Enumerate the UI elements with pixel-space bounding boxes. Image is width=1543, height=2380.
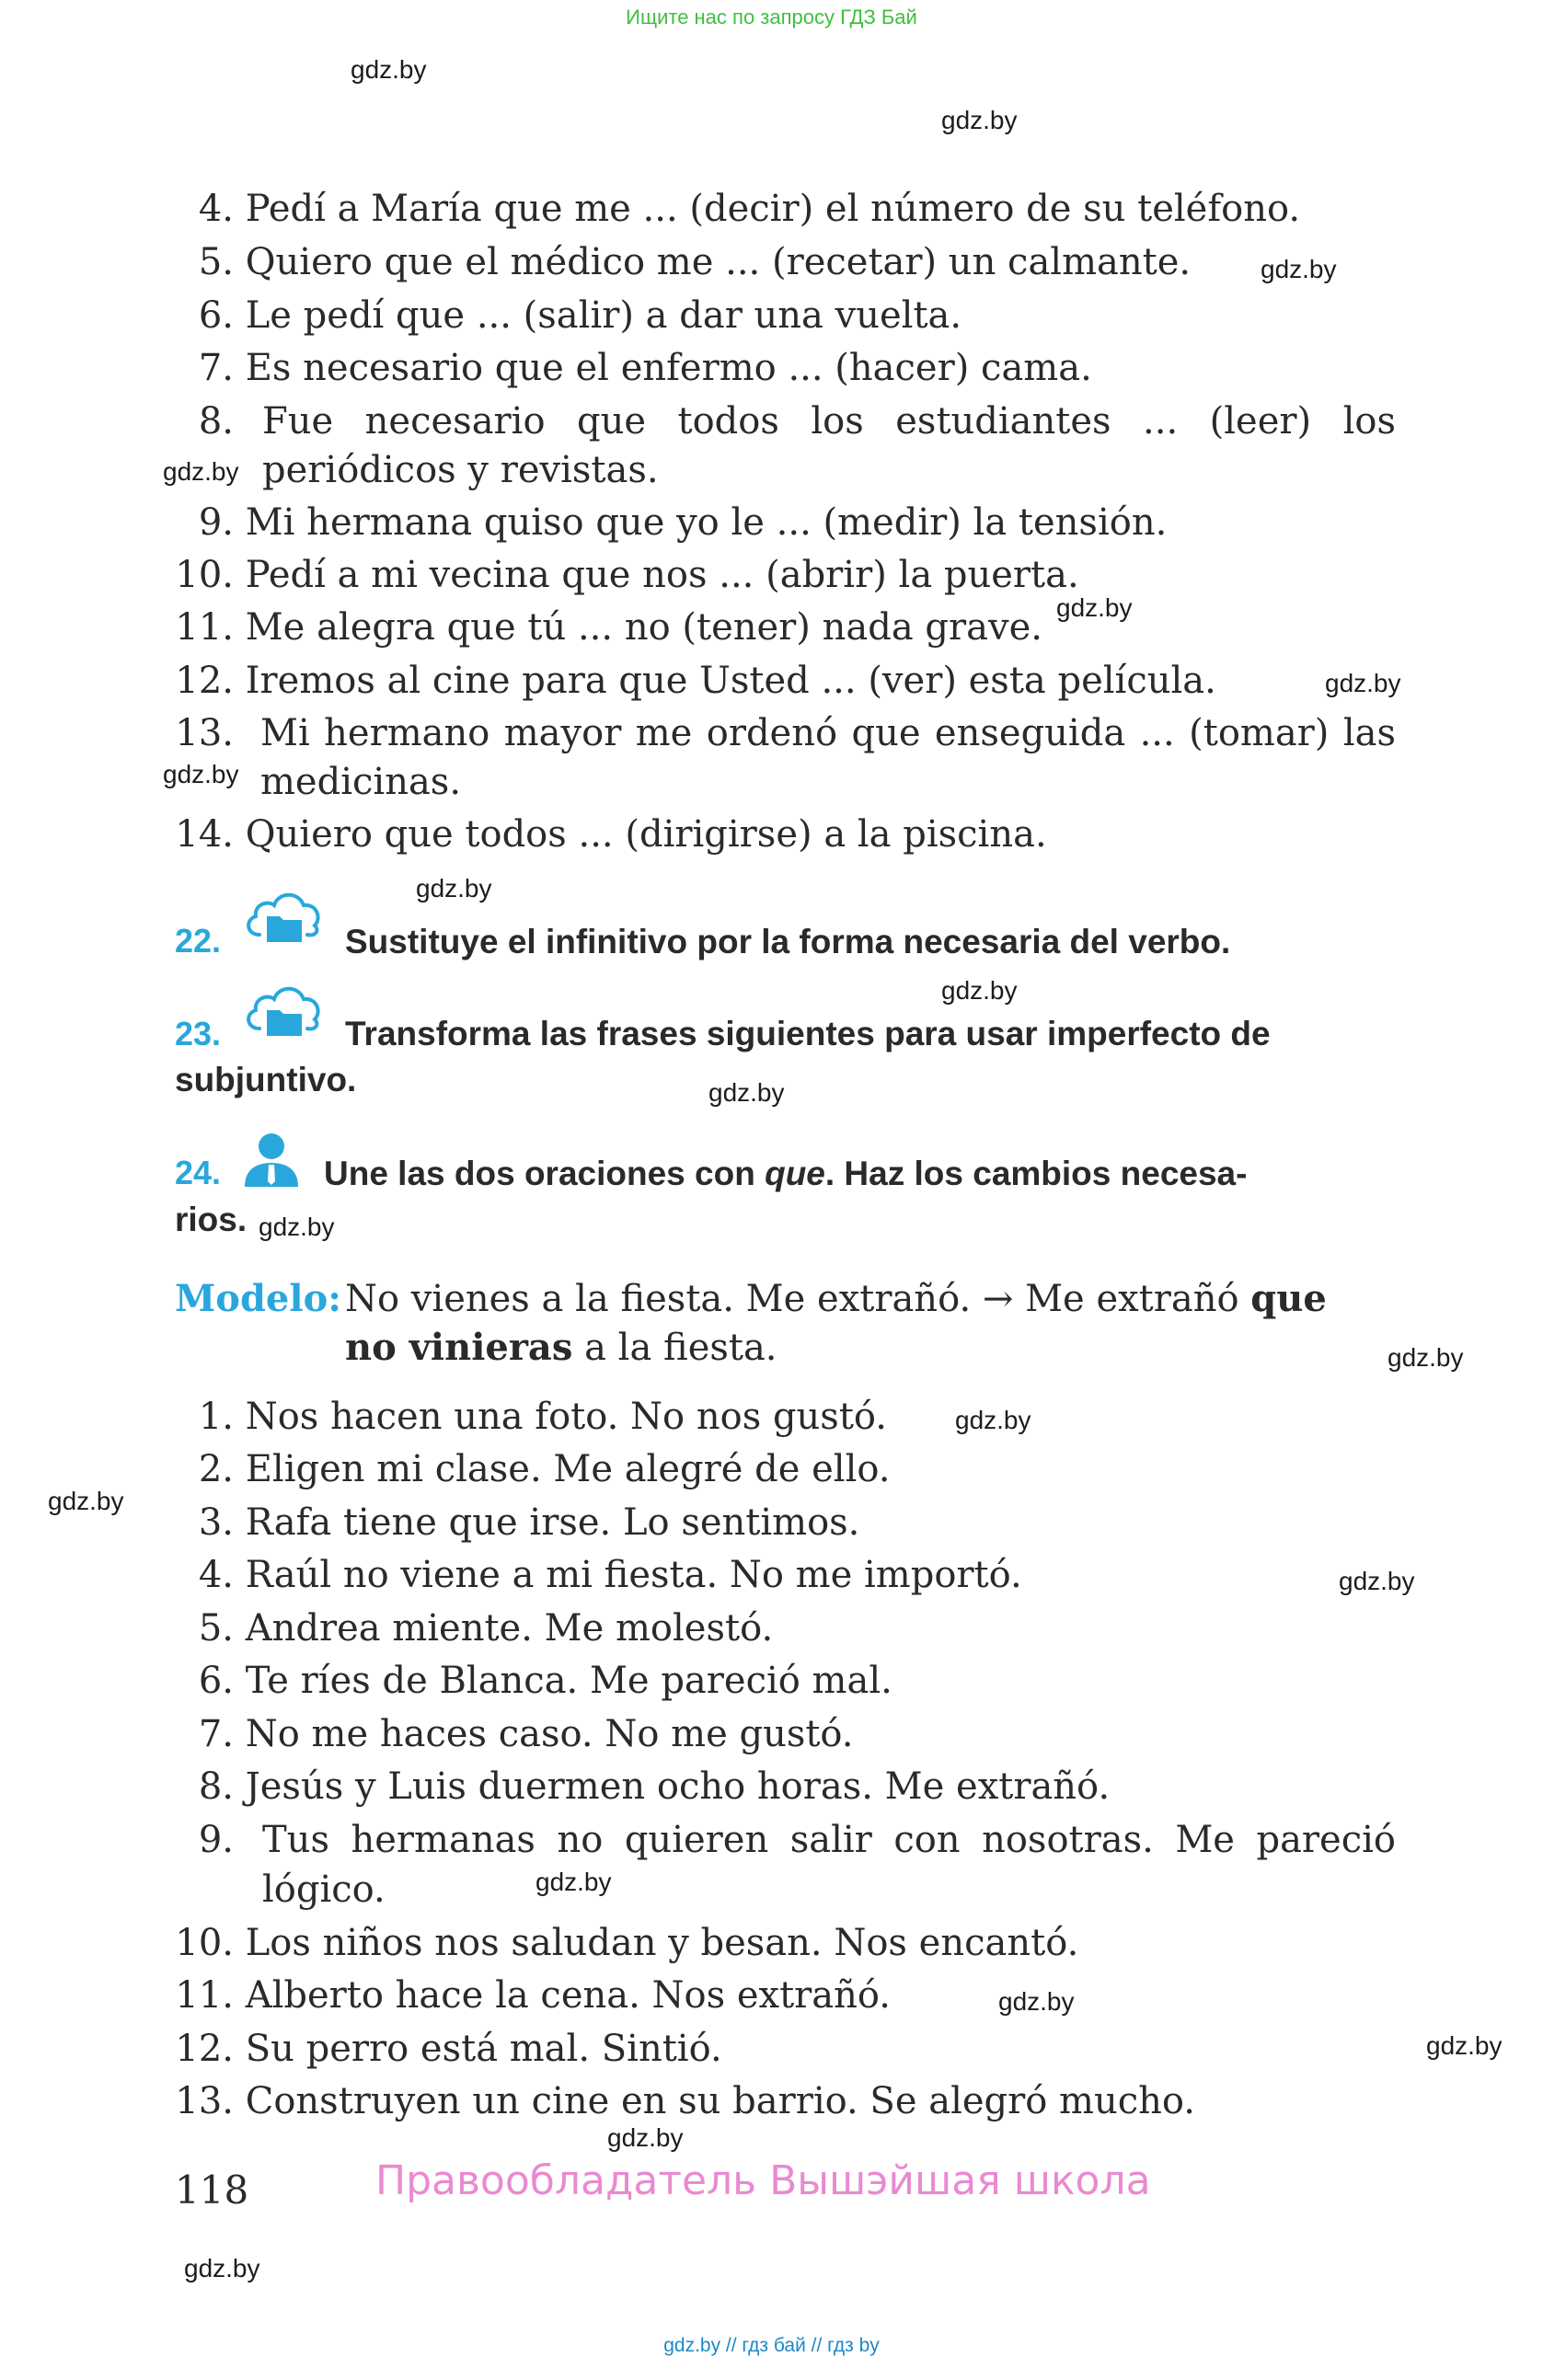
exercise-instruction-continuation: rios. (175, 1201, 248, 1238)
modelo-label: Modelo: (175, 1277, 342, 1320)
list-item-text: Fue necesario que todos los estudiantes ... (leer) los (262, 400, 1396, 443)
watermark: gdz.by (351, 55, 427, 84)
list-item: 1. Nos hacen una foto. No nos gustó. (198, 1396, 888, 1438)
list-item: 3. Rafa tiene que irse. Lo sentimos. (198, 1501, 860, 1544)
watermark: gdz.by (416, 874, 492, 903)
list-item-text: Mi hermano mayor me ordenó que enseguida ... (tomar) las (260, 712, 1396, 754)
watermark: gdz.by (1426, 2031, 1503, 2060)
watermark: gdz.by (607, 2123, 684, 2152)
list-item: 8. Jesús y Luis duermen ocho horas. Me extrañó. (198, 1765, 1111, 1808)
list-item: 14. Quiero que todos ... (dirigirse) a la piscina. (175, 813, 1047, 856)
person-icon (241, 1130, 302, 1190)
list-item-continuation: periódicos y revistas. (262, 449, 659, 491)
watermark: gdz.by (48, 1487, 124, 1515)
cloud-folder-icon (241, 977, 326, 1043)
watermark: gdz.by (941, 976, 1018, 1005)
watermark: gdz.by (1388, 1343, 1464, 1372)
list-item: 11. Me alegra que tú ... no (tener) nada grave. (175, 606, 1042, 649)
top-banner[interactable]: Ищите нас по запросу ГДЗ Бай (626, 6, 917, 29)
list-item: 4. Raúl no viene a mi fiesta. No me importó. (198, 1554, 1022, 1596)
watermark: gdz.by (998, 1987, 1075, 2016)
list-item: 6. Te ríes de Blanca. Me pareció mal. (198, 1660, 892, 1702)
exercise-instruction: Sustituye el infinitivo por la forma necesaria del verbo. (345, 923, 1231, 960)
watermark: gdz.by (535, 1868, 612, 1896)
watermark: gdz.by (259, 1213, 335, 1241)
list-item: 4. Pedí a María que me ... (decir) el número de su teléfono. (198, 188, 1301, 230)
list-item-continuation: medicinas. (260, 761, 462, 803)
watermark: gdz.by (1339, 1567, 1415, 1595)
exercise-number: 23. (175, 1015, 222, 1052)
list-item: 7. Es necesario que el enfermo ... (hacer) cama. (198, 347, 1092, 389)
list-item: 10. Los niños nos saludan y besan. Nos encantó. (175, 1922, 1079, 1964)
watermark: gdz.by (1261, 255, 1337, 283)
list-item: 13. (175, 712, 234, 754)
watermark: gdz.by (941, 106, 1018, 134)
list-item: 12. Iremos al cine para que Usted ... (ver) esta película. (175, 660, 1216, 702)
exercise-number: 22. (175, 922, 222, 960)
list-item: 5. Andrea miente. Me molestó. (198, 1607, 774, 1650)
list-item: 9. Mi hermana quiso que yo le ... (medir) la tensión. (198, 501, 1168, 544)
watermark: gdz.by (163, 457, 239, 486)
copyright-notice: Правообладатель Вышэйшая школа (375, 2157, 1151, 2204)
list-item: 7. No me haces caso. No me gustó. (198, 1713, 854, 1755)
list-item-continuation: lógico. (262, 1868, 386, 1911)
exercise-instruction-continuation: subjuntivo. (175, 1061, 357, 1098)
watermark: gdz.by (708, 1078, 785, 1107)
list-item: 5. Quiero que el médico me ... (recetar) un calmante. (198, 241, 1192, 283)
list-item: 12. Su perro está mal. Sintió. (175, 2028, 722, 2070)
watermark: gdz.by (955, 1406, 1031, 1434)
list-item: 9. (198, 1819, 234, 1861)
watermark: gdz.by (1056, 593, 1133, 622)
exercise-instruction: Une las dos oraciones con que. Haz los cambios necesa- (324, 1155, 1248, 1192)
watermark: gdz.by (184, 2254, 260, 2282)
list-item: 11. Alberto hace la cena. Nos extrañó. (175, 1974, 891, 2017)
modelo-line-2: no vinieras a la fiesta. (345, 1326, 777, 1369)
exercise-number: 24. (175, 1154, 222, 1191)
list-item: 10. Pedí a mi vecina que nos ... (abrir) la puerta. (175, 554, 1079, 596)
list-item: 13. Construyen un cine en su barrio. Se alegró mucho. (175, 2080, 1196, 2122)
watermark: gdz.by (163, 760, 239, 788)
list-item: 2. Eligen mi clase. Me alegré de ello. (198, 1448, 891, 1490)
exercise-instruction: Transforma las frases siguientes para usar imperfecto de (345, 1015, 1271, 1052)
page-number: 118 (175, 2167, 249, 2213)
cloud-folder-icon (241, 883, 326, 949)
watermark: gdz.by (1325, 669, 1401, 697)
modelo-line-1: No vienes a la fiesta. Me extrañó. → Me extrañó que (345, 1277, 1327, 1320)
list-item: 8. (198, 400, 234, 443)
list-item: 6. Le pedí que ... (salir) a dar una vuelta. (198, 294, 962, 337)
list-item-text: Tus hermanas no quieren salir con nosotras. Me pareció (262, 1819, 1396, 1861)
footer-links[interactable]: gdz.by // гдз бай // гдз by (663, 2335, 880, 2356)
